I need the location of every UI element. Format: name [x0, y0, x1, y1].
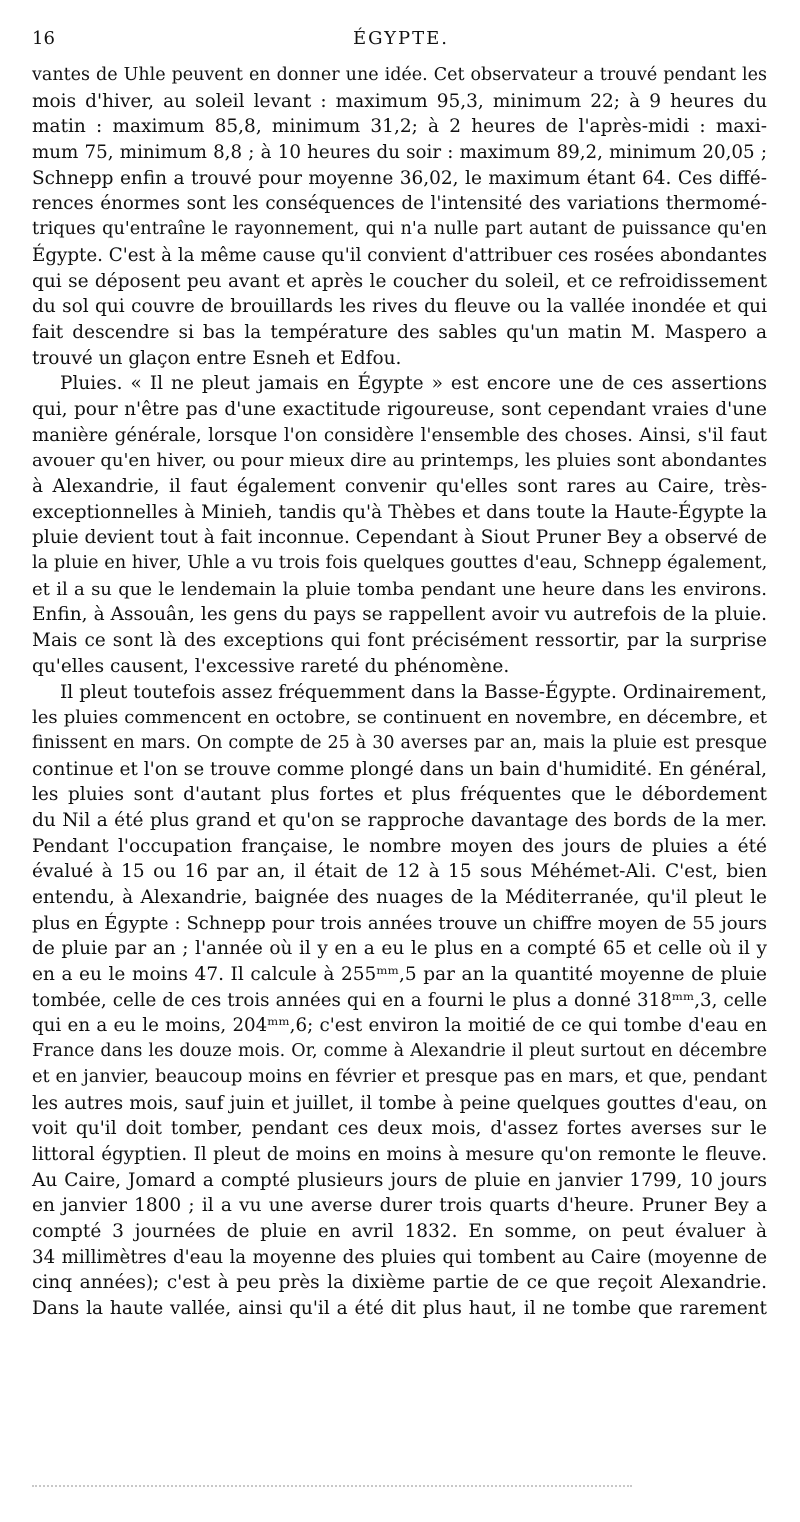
- text-line: plus en Égypte : Schnepp pour trois années trouve un chiffre moyen de 55 jours: [32, 912, 767, 934]
- text-line: les pluies sont d'autant plus fortes et plus fréquentes que le débordement: [32, 784, 767, 806]
- text-line: Pluies. « Il ne pleut jamais en Égypte » est encore une de ces assertions: [60, 373, 767, 395]
- text-line: Égypte. C'est à la même cause qu'il convient d'attribuer ces rosées abondantes: [32, 244, 767, 266]
- text-line: exceptionnelles à Minieh, tandis qu'à Thèbes et dans toute la Haute-Égypte la: [32, 501, 767, 523]
- text-line: mum 75, minimum 8,8 ; à 10 heures du soir : maximum 89,2, minimum 20,05 ;: [32, 142, 767, 164]
- text-line: Dans la haute vallée, ainsi qu'il a été dit plus haut, il ne tombe que rarement: [32, 1298, 767, 1319]
- running-title: ÉGYPTE.: [352, 28, 450, 49]
- bottom-dotted-rule: [32, 1485, 632, 1487]
- text-line: mois d'hiver, au soleil levant : maximum 95,3, minimum 22; à 9 heures du: [32, 90, 767, 112]
- text-line: tombée, celle de ces trois années qui en a fourni le plus a donné 318ᵐᵐ,3, celle: [32, 989, 767, 1011]
- text-line: en a eu le moins 47. Il calcule à 255ᵐᵐ,5 par an la quantité moyenne de pluie: [32, 964, 767, 986]
- text-line: la pluie en hiver, Uhle a vu trois fois quelques gouttes d'eau, Schnepp également,: [32, 553, 768, 574]
- text-line: à Alexandrie, il faut également convenir qu'elles sont rares au Caire, très-: [32, 476, 767, 497]
- text-line: cinq années); c'est à peu près la dixième partie de ce que reçoit Alexandrie.: [32, 1272, 767, 1294]
- text-line: rences énormes sont les conséquences de l'intensité des variations thermomé-: [32, 193, 767, 215]
- body-text: [32, 63, 767, 1322]
- text-line: et en janvier, beaucoup moins en février et presque pas en mars, et que, pendant: [32, 1066, 767, 1087]
- text-line: voit qu'il doit tomber, pendant ces deux mois, d'assez fortes averses sur le: [32, 1118, 767, 1140]
- text-line: finissent en mars. On compte de 25 à 30 averses par an, mais la pluie est presque: [32, 732, 767, 753]
- running-head: [32, 28, 770, 58]
- text-line: qui en a eu le moins, 204ᵐᵐ,6; c'est environ la moitié de ce qui tombe d'eau en: [32, 1015, 767, 1037]
- text-line: pluie devient tout à fait inconnue. Cependant à Siout Pruner Bey a observé de: [32, 527, 767, 549]
- paragraph-end-line: trouvé un glaçon entre Esneh et Edfou.: [32, 347, 402, 369]
- text-line: Mais ce sont là des exceptions qui font précisément ressortir, par la surprise: [32, 630, 767, 652]
- text-line: France dans les douze mois. Or, comme à Alexandrie il pleut surtout en décembre: [32, 1041, 767, 1062]
- text-line: manière générale, lorsque l'on considère l'ensemble des choses. Ainsi, s'il faut: [32, 424, 767, 446]
- text-line: compté 3 journées de pluie en avril 1832. En somme, on peut évaluer à: [32, 1220, 767, 1242]
- text-line: entendu, à Alexandrie, baignée des nuages de la Méditerranée, qu'il pleut le: [32, 887, 767, 908]
- text-line: Enfin, à Assouân, les gens du pays se rappellent avoir vu autrefois de la pluie.: [32, 604, 767, 626]
- text-line: triques qu'entraîne le rayonnement, qui n'a nulle part autant de puissance qu'en: [32, 219, 767, 240]
- text-line: matin : maximum 85,8, minimum 31,2; à 2 heures de l'après-midi : maxi-: [32, 116, 767, 138]
- text-line: en janvier 1800 ; il a vu une averse durer trois quarts d'heure. Pruner Bey a: [32, 1195, 767, 1217]
- page-number: 16: [32, 28, 55, 49]
- text-line: du sol qui couvre de brouillards les rives du fleuve ou la vallée inondée et qui: [32, 296, 767, 318]
- text-line: et il a su que le lendemain la pluie tomba pendant une heure dans les environs.: [32, 578, 767, 600]
- text-line: Schnepp enfin a trouvé pour moyenne 36,02, le maximum étant 64. Ces diffé-: [32, 167, 767, 189]
- text-line: du Nil a été plus grand et qu'on se rapproche davantage des bords de la mer.: [32, 809, 767, 831]
- text-line: Au Caire, Jomard a compté plusieurs jours de pluie en janvier 1799, 10 jours: [32, 1169, 767, 1191]
- text-line: vantes de Uhle peuvent en donner une idée. Cet observateur a trouvé pendant les: [32, 65, 767, 85]
- text-line: littoral égyptien. Il pleut de moins en moins à mesure qu'on remonte le fleuve.: [32, 1143, 767, 1165]
- text-line: continue et l'on se trouve comme plongé dans un bain d'humidité. En général,: [32, 758, 767, 780]
- text-line: fait descendre si bas la température des sables qu'un matin M. Maspero a: [32, 321, 767, 343]
- paragraph-end-line: qu'elles causent, l'excessive rareté du phénomène.: [32, 655, 510, 677]
- text-line: les pluies commencent en octobre, se continuent en novembre, en décembre, et: [32, 707, 767, 729]
- text-line: Il pleut toutefois assez fréquemment dans la Basse-Égypte. Ordinairement,: [60, 681, 767, 703]
- text-line: Pendant l'occupation française, le nombre moyen des jours de pluies a été: [32, 835, 767, 857]
- text-line: qui se déposent peu avant et après le coucher du soleil, et ce refroidissement: [32, 270, 767, 292]
- text-line: les autres mois, sauf juin et juillet, il tombe à peine quelques gouttes d'eau, on: [32, 1092, 767, 1114]
- text-line: qui, pour n'être pas d'une exactitude rigoureuse, sont cependant vraies d'une: [32, 398, 767, 420]
- text-line: évalué à 15 ou 16 par an, il était de 12 à 15 sous Méhémet-Ali. C'est, bien: [32, 861, 767, 883]
- text-line: avouer qu'en hiver, ou pour mieux dire au printemps, les pluies sont abondantes: [32, 450, 767, 472]
- text-line: 34 millimètres d'eau la moyenne des pluies qui tombent au Caire (moyenne de: [32, 1246, 767, 1268]
- text-line: de pluie par an ; l'année où il y en a eu le plus en a compté 65 et celle où il y: [32, 938, 767, 960]
